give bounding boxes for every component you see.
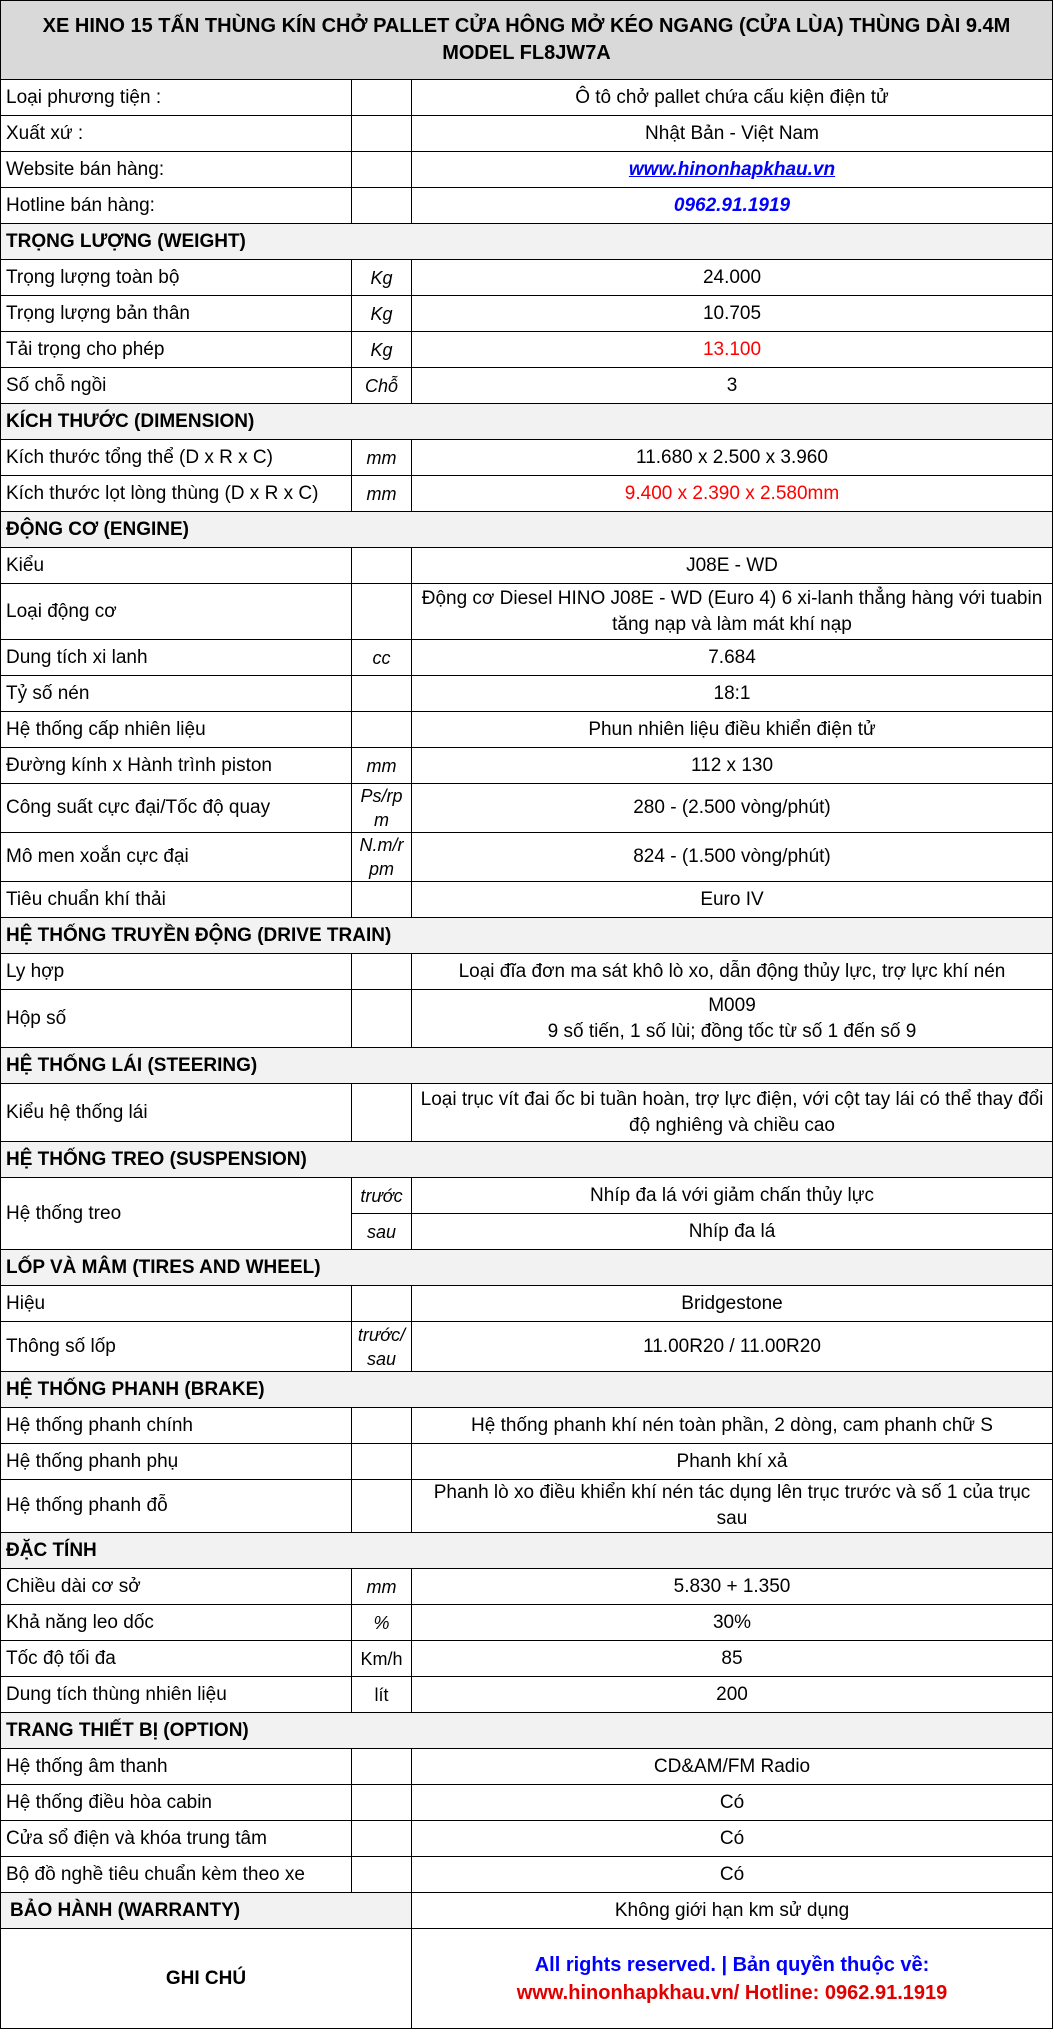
row-unit — [352, 990, 412, 1048]
row-unit: mm — [352, 440, 412, 476]
row-unit: lít — [352, 1677, 412, 1713]
row-unit — [352, 676, 412, 712]
row-label: Ly hợp — [1, 954, 352, 990]
table-row — [1, 1480, 1053, 1533]
unit-line-2: m — [374, 810, 389, 830]
row-label: Dung tích xi lanh — [1, 640, 352, 676]
table-row — [1, 882, 1053, 918]
table-row — [1, 1677, 1053, 1713]
table-row — [1, 152, 1053, 188]
row-value: Có — [412, 1857, 1053, 1893]
row-value: Ô tô chở pallet chứa cấu kiện điện tử — [412, 80, 1053, 116]
table-row — [1, 1857, 1053, 1893]
section-weight-title: TRỌNG LƯỢNG (WEIGHT) — [1, 224, 1053, 260]
section-header — [1, 1142, 1053, 1178]
title-row — [1, 1, 1053, 80]
row-value: 200 — [412, 1677, 1053, 1713]
row-unit: trước — [352, 1178, 412, 1214]
table-row — [1, 548, 1053, 584]
row-value — [412, 152, 1053, 188]
row-label: Đường kính x Hành trình piston — [1, 748, 352, 784]
website-link[interactable]: www.hinonhapkhau.vn — [628, 158, 836, 180]
table-row — [1, 1444, 1053, 1480]
table-row — [1, 1322, 1053, 1372]
section-steering-title: HỆ THỐNG LÁI (STEERING) — [1, 1048, 1053, 1084]
warranty-label: BẢO HÀNH (WARRANTY) — [1, 1893, 412, 1929]
table-row — [1, 1785, 1053, 1821]
row-unit: mm — [352, 748, 412, 784]
page-title — [1, 1, 1053, 80]
row-value: 24.000 — [412, 260, 1053, 296]
row-label: Loại phương tiện : — [1, 80, 352, 116]
row-label: Mô men xoắn cực đại — [1, 833, 352, 882]
row-unit — [352, 1749, 412, 1785]
row-label: Tốc độ tối đa — [1, 1641, 352, 1677]
table-row — [1, 584, 1053, 640]
row-label: Hộp số — [1, 990, 352, 1048]
row-label: Loại động cơ — [1, 584, 352, 640]
row-value: CD&AM/FM Radio — [412, 1749, 1053, 1785]
row-label: Hệ thống treo — [1, 1178, 352, 1250]
row-value: 5.830 + 1.350 — [412, 1569, 1053, 1605]
row-label: Kích thước tổng thể (D x R x C) — [1, 440, 352, 476]
row-value: Nhíp đa lá với giảm chấn thủy lực — [412, 1178, 1053, 1214]
title-line-1: XE HINO 15 TẤN THÙNG KÍN CHỞ PALLET CỬA HÔNG MỞ KÉO NGANG (CỬA LÙA) THÙNG DÀI 9.4M — [42, 15, 1011, 37]
row-unit: Kg — [352, 296, 412, 332]
row-value: Nhíp đa lá — [412, 1214, 1053, 1250]
row-unit: Kg — [352, 332, 412, 368]
row-unit: % — [352, 1605, 412, 1641]
row-unit — [352, 1444, 412, 1480]
row-label: Số chỗ ngồi — [1, 368, 352, 404]
row-label: Xuất xứ : — [1, 116, 352, 152]
row-unit: cc — [352, 640, 412, 676]
title-line-2: MODEL FL8JW7A — [442, 42, 611, 64]
table-row — [1, 676, 1053, 712]
row-label: Chiều dài cơ sở — [1, 1569, 352, 1605]
row-value: Euro IV — [412, 882, 1053, 918]
table-row — [1, 440, 1053, 476]
row-label: Hotline bán hàng: — [1, 188, 352, 224]
row-value: 10.705 — [412, 296, 1053, 332]
row-value: 280 - (2.500 vòng/phút) — [412, 784, 1053, 833]
row-unit: Km/h — [352, 1641, 412, 1677]
row-label: Kích thước lọt lòng thùng (D x R x C) — [1, 476, 352, 512]
section-header — [1, 404, 1053, 440]
row-value: 30% — [412, 1605, 1053, 1641]
row-value: 7.684 — [412, 640, 1053, 676]
row-value: J08E - WD — [412, 548, 1053, 584]
row-unit — [352, 1480, 412, 1533]
table-row — [1, 1641, 1053, 1677]
row-label: Dung tích thùng nhiên liệu — [1, 1677, 352, 1713]
row-label: Hệ thống phanh phụ — [1, 1444, 352, 1480]
section-header — [1, 1713, 1053, 1749]
table-row — [1, 476, 1053, 512]
row-unit — [352, 80, 412, 116]
row-unit: Kg — [352, 260, 412, 296]
table-row — [1, 368, 1053, 404]
row-unit — [352, 1084, 412, 1142]
row-value: 11.680 x 2.500 x 3.960 — [412, 440, 1053, 476]
row-label: Tải trọng cho phép — [1, 332, 352, 368]
row-value: Loại trục vít đai ốc bi tuần hoàn, trợ lực điện, với cột tay lái có thể thay đổi độ nghiêng và chiều cao — [412, 1084, 1053, 1142]
row-unit — [352, 1821, 412, 1857]
contact-text: www.hinonhapkhau.vn/ Hotline: 0962.91.1919 — [516, 1981, 948, 2004]
row-unit: Chỗ — [352, 368, 412, 404]
section-dimension-title: KÍCH THƯỚC (DIMENSION) — [1, 404, 1053, 440]
unit-line-2: pm — [368, 859, 394, 879]
row-label: Kiểu hệ thống lái — [1, 1084, 352, 1142]
row-label: Hệ thống phanh chính — [1, 1408, 352, 1444]
row-label: Tỷ số nén — [1, 676, 352, 712]
copyright-text: All rights reserved. | Bản quyền thuộc về: — [534, 1953, 930, 1976]
table-row — [1, 1084, 1053, 1142]
row-unit — [352, 1286, 412, 1322]
row-label: Hệ thống phanh đỗ — [1, 1480, 352, 1533]
row-label: Kiểu — [1, 548, 352, 584]
section-suspension-title: HỆ THỐNG TREO (SUSPENSION) — [1, 1142, 1053, 1178]
section-brake-title: HỆ THỐNG PHANH (BRAKE) — [1, 1372, 1053, 1408]
table-row — [1, 296, 1053, 332]
row-value: Nhật Bản - Việt Nam — [412, 116, 1053, 152]
row-unit: mm — [352, 476, 412, 512]
unit-line-1: N.m/r — [359, 835, 404, 855]
table-row — [1, 712, 1053, 748]
table-row — [1, 1749, 1053, 1785]
row-value: 9.400 x 2.390 x 2.580mm — [412, 476, 1053, 512]
row-value: Động cơ Diesel HINO J08E - WD (Euro 4) 6 xi-lanh thẳng hàng với tuabin tăng nạp và làm mát khí nạp — [412, 584, 1053, 640]
row-value: Có — [412, 1821, 1053, 1857]
row-label: Cửa sổ điện và khóa trung tâm — [1, 1821, 352, 1857]
table-row — [1, 116, 1053, 152]
row-unit — [352, 784, 412, 833]
row-label: Hệ thống điều hòa cabin — [1, 1785, 352, 1821]
note-content — [412, 1929, 1053, 2029]
section-header — [1, 1533, 1053, 1569]
table-row — [1, 1605, 1053, 1641]
table-row — [1, 332, 1053, 368]
row-unit — [352, 882, 412, 918]
row-label: Thông số lốp — [1, 1322, 352, 1372]
row-value: 3 — [412, 368, 1053, 404]
row-unit: sau — [352, 1214, 412, 1250]
unit-line-1: trước/ — [357, 1324, 406, 1345]
section-header — [1, 1250, 1053, 1286]
row-unit: mm — [352, 1569, 412, 1605]
row-unit — [352, 1785, 412, 1821]
section-header — [1, 918, 1053, 954]
row-unit — [352, 954, 412, 990]
hotline-value: 0962.91.1919 — [673, 194, 791, 216]
section-tires-title: LỐP VÀ MÂM (TIRES AND WHEEL) — [1, 1250, 1053, 1286]
section-header — [1, 224, 1053, 260]
row-label: Hiệu — [1, 1286, 352, 1322]
row-value — [412, 990, 1053, 1048]
warranty-value: Không giới hạn km sử dụng — [412, 1893, 1053, 1929]
row-label: Trọng lượng bản thân — [1, 296, 352, 332]
row-unit — [352, 116, 412, 152]
row-unit — [352, 152, 412, 188]
section-header — [1, 512, 1053, 548]
gearbox-detail: 9 số tiến, 1 số lùi; đồng tốc từ số 1 đến số 9 — [547, 1020, 917, 1042]
row-label: Tiêu chuẩn khí thải — [1, 882, 352, 918]
table-row — [1, 640, 1053, 676]
row-label: Website bán hàng: — [1, 152, 352, 188]
row-value: Phanh lò xo điều khiển khí nén tác dụng lên trục trước và số 1 của trục sau — [412, 1480, 1053, 1533]
gearbox-model: M009 — [708, 994, 756, 1016]
table-row — [1, 784, 1053, 833]
section-options-title: TRANG THIẾT BỊ (OPTION) — [1, 1713, 1053, 1749]
unit-line-1: Ps/rp — [360, 786, 403, 806]
row-label: Trọng lượng toàn bộ — [1, 260, 352, 296]
row-value: Hệ thống phanh khí nén toàn phần, 2 dòng, cam phanh chữ S — [412, 1408, 1053, 1444]
table-row — [1, 748, 1053, 784]
table-row — [1, 1821, 1053, 1857]
unit-line-2: sau — [366, 1348, 397, 1369]
row-value: 85 — [412, 1641, 1053, 1677]
section-features-title: ĐẶC TÍNH — [1, 1533, 1053, 1569]
table-row — [1, 80, 1053, 116]
row-unit — [352, 188, 412, 224]
row-value: Phun nhiên liệu điều khiển điện tử — [412, 712, 1053, 748]
row-label: Công suất cực đại/Tốc độ quay — [1, 784, 352, 833]
row-label: Hệ thống âm thanh — [1, 1749, 352, 1785]
row-value: 112 x 130 — [412, 748, 1053, 784]
row-unit — [352, 1857, 412, 1893]
row-unit — [352, 712, 412, 748]
section-engine-title: ĐỘNG CƠ (ENGINE) — [1, 512, 1053, 548]
table-row — [1, 833, 1053, 882]
note-row — [1, 1929, 1053, 2029]
section-header — [1, 1048, 1053, 1084]
row-label: Bộ đồ nghề tiêu chuẩn kèm theo xe — [1, 1857, 352, 1893]
table-row — [1, 1569, 1053, 1605]
row-value: Loại đĩa đơn ma sát khô lò xo, dẫn động thủy lực, trợ lực khí nén — [412, 954, 1053, 990]
table-row — [1, 260, 1053, 296]
table-row — [1, 1408, 1053, 1444]
row-value: Bridgestone — [412, 1286, 1053, 1322]
note-label: GHI CHÚ — [1, 1929, 412, 2029]
row-unit — [352, 833, 412, 882]
row-value: 11.00R20 / 11.00R20 — [412, 1322, 1053, 1372]
section-drivetrain-title: HỆ THỐNG TRUYỀN ĐỘNG (DRIVE TRAIN) — [1, 918, 1053, 954]
row-value: Có — [412, 1785, 1053, 1821]
table-row — [1, 990, 1053, 1048]
row-label: Khả năng leo dốc — [1, 1605, 352, 1641]
row-unit — [352, 584, 412, 640]
table-row — [1, 954, 1053, 990]
table-row — [1, 188, 1053, 224]
row-value: 18:1 — [412, 676, 1053, 712]
section-header — [1, 1372, 1053, 1408]
row-label: Hệ thống cấp nhiên liệu — [1, 712, 352, 748]
row-value: 13.100 — [412, 332, 1053, 368]
row-unit — [352, 548, 412, 584]
row-value — [412, 188, 1053, 224]
warranty-row — [1, 1893, 1053, 1929]
row-value: Phanh khí xả — [412, 1444, 1053, 1480]
table-row — [1, 1178, 1053, 1214]
table-row — [1, 1286, 1053, 1322]
row-unit — [352, 1408, 412, 1444]
row-value: 824 - (1.500 vòng/phút) — [412, 833, 1053, 882]
row-unit — [352, 1322, 412, 1372]
